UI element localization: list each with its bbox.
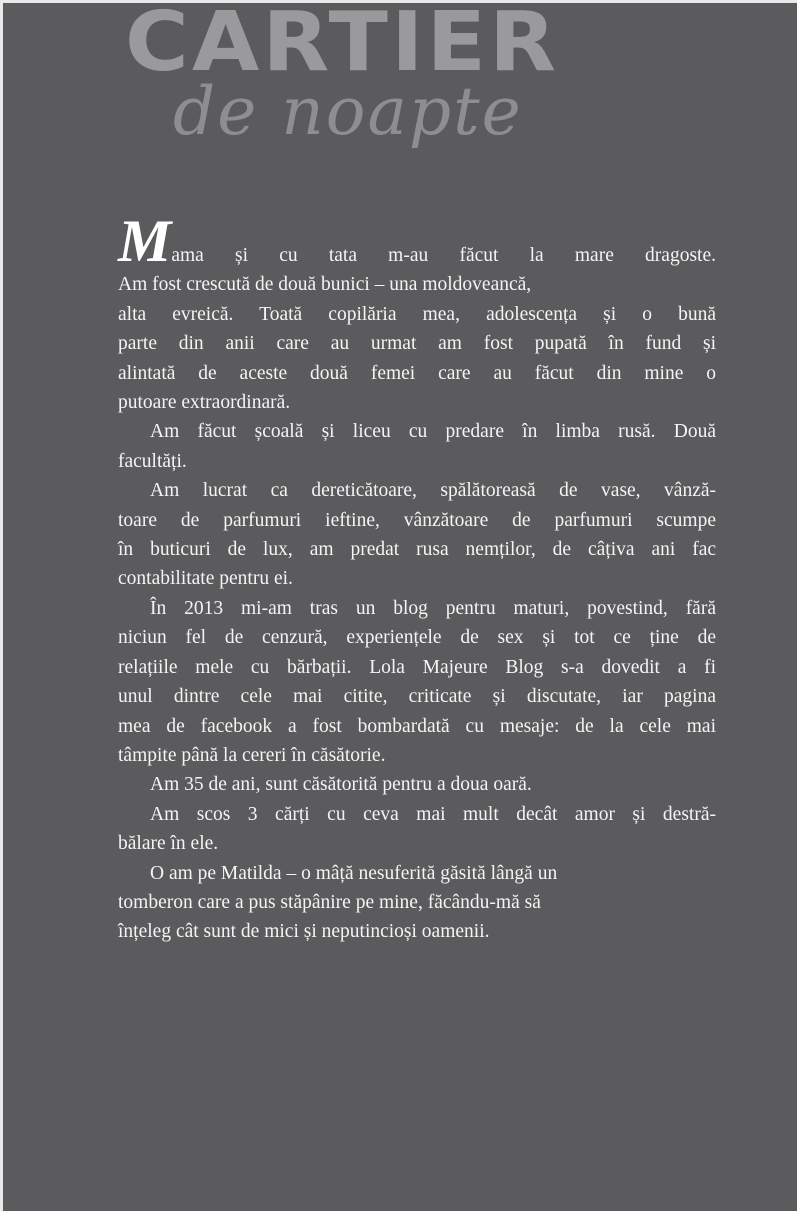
text-line: mea de facebook a fost bombardată cu mesaje: de la cele mai — [118, 715, 716, 737]
text-line: putoare extraordinară. — [118, 392, 291, 414]
author-bio — [118, 208, 716, 947]
paragraph-5 — [118, 770, 716, 799]
title-main: CARTIER — [125, 0, 560, 90]
text-line: Mama și cu tata m-au făcut la mare dragoste. — [118, 208, 716, 274]
text-line: Am lucrat ca dereticătoare, spălătoreasă de vase, vânză- — [150, 480, 716, 502]
text-line: Am fost crescută de două bunici – una moldoveancă, — [118, 274, 532, 296]
paragraph-3 — [118, 476, 716, 594]
text-line: relațiile mele cu bărbații. Lola Majeure Blog s-a dovedit a fi — [118, 656, 716, 678]
title-logo — [125, 0, 560, 193]
text-line: tâmpite până la cereri în căsătorie. — [118, 744, 386, 766]
paragraph-6 — [118, 800, 716, 859]
book-page — [3, 0, 797, 1211]
text-line: contabilitate pentru ei. — [118, 568, 293, 590]
paragraph-2 — [118, 417, 716, 476]
text-line: bălare în ele. — [118, 833, 219, 855]
text-line: Am făcut școală și liceu cu predare în limba rusă. Două — [150, 421, 716, 443]
text-line: Am 35 de ani, sunt căsătorită pentru a doua oară. — [150, 774, 532, 796]
text-line: înțeleg cât sunt de mici și neputincioși oamenii. — [118, 921, 490, 943]
drop-cap: M — [118, 208, 172, 274]
text-line: În 2013 mi-am tras un blog pentru maturi, povestind, fără — [150, 597, 716, 619]
text-line: în buticuri de lux, am predat rusa nemților, de câțiva ani fac — [118, 539, 716, 561]
text-line: O am pe Matilda – o mâță nesuferită găsită lângă un — [150, 862, 558, 884]
text-line: unul dintre cele mai citite, criticate și discutate, iar pagina — [118, 686, 716, 708]
text-line: alintată de aceste două femei care au făcut din mine o — [118, 362, 716, 384]
text-line: alta evreică. Toată copilăria mea, adolescența și o bună — [118, 303, 716, 325]
title-subtitle: de noapte — [173, 73, 523, 150]
text-line: Am scos 3 cărți cu ceva mai mult decât amor și destră- — [150, 803, 716, 825]
text-line: niciun fel de cenzură, experiențele de sex și tot ce ține de — [118, 627, 716, 649]
text-line: parte din anii care au urmat am fost pupată în fund și — [118, 333, 716, 355]
paragraph-4 — [118, 594, 716, 770]
text-line: tomberon care a pus stăpânire pe mine, făcându-mă să — [118, 891, 541, 913]
paragraph-1 — [118, 208, 716, 417]
text-line: toare de parfumuri ieftine, vânzătoare de parfumuri scumpe — [118, 509, 716, 531]
paragraph-7 — [118, 859, 716, 947]
text-line: facultăți. — [118, 450, 187, 472]
